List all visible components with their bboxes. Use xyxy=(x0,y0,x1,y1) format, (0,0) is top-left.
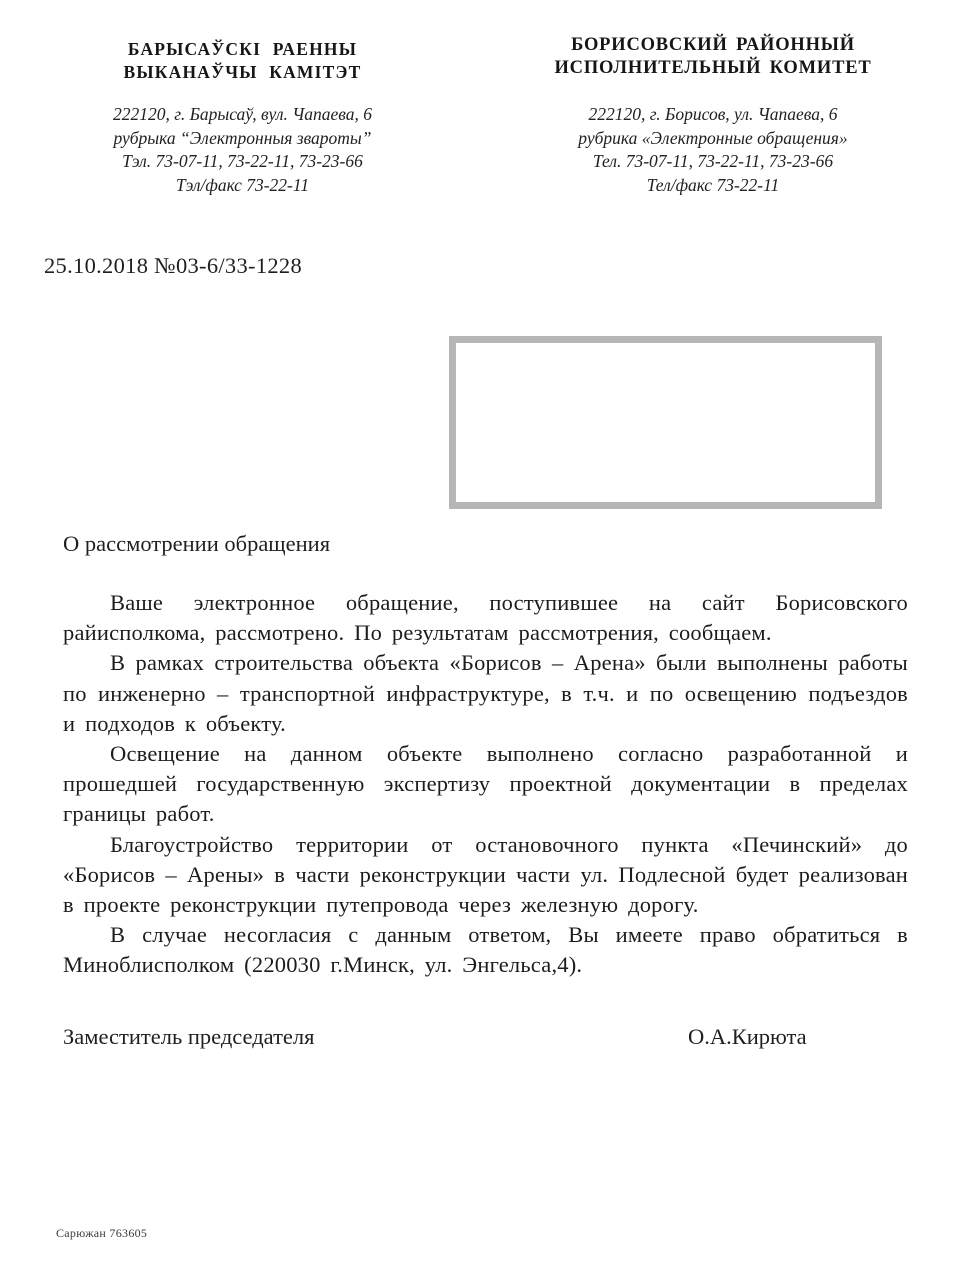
org-address-russian xyxy=(522,103,904,197)
executor-note: Сарюжан 763605 xyxy=(56,1226,148,1240)
org-fax-be: Тэл/факс 73-22-11 xyxy=(175,174,310,195)
body-paragraph-5: В случае несогласия с данным ответом, Вы имеете право обратиться в Миноблисполком (220030 г.Минск, ул. Энгельса,4). xyxy=(63,922,908,978)
body-paragraph-2: В рамках строительства объекта «Борисов – Арена» были выполнены работы по инженерно – транспортной инфраструктуре, в т.ч. и по освещению подъездов и подходов к объекту. xyxy=(63,650,908,736)
signer-position: Заместитель председателя xyxy=(63,1024,315,1049)
signer-name: О.А.Кирюта xyxy=(688,1024,807,1049)
subject-line: О рассмотрении обращения xyxy=(63,531,331,556)
org-fax-ru: Тел/факс 73-22-11 xyxy=(646,174,780,195)
letterhead-russian xyxy=(522,34,904,197)
org-address-belarusian xyxy=(60,103,425,197)
org-name-ru-line1: БОРИСОВСКИЙ РАЙОННЫЙ xyxy=(571,35,855,55)
date-reference-line: 25.10.2018 №03-6/33-1228 xyxy=(44,253,303,278)
recipient-stamp-box xyxy=(449,336,882,509)
letter-body xyxy=(63,588,908,981)
letterhead-belarusian xyxy=(60,38,425,197)
org-name-ru-line2: ИСПОЛНИТЕЛЬНЫЙ КОМИТЕТ xyxy=(554,57,872,78)
org-phone-ru: Тел. 73-07-11, 73-22-11, 73-23-66 xyxy=(592,151,834,171)
org-name-russian xyxy=(522,34,904,79)
org-address-be-line1: 222120, г. Барысаў, вул. Чапаева, 6 xyxy=(112,104,373,124)
org-address-ru-line1: 222120, г. Борисов, ул. Чапаева, 6 xyxy=(588,104,838,124)
org-name-be-line2: ВЫКАНАЎЧЫ КАМІТЭТ xyxy=(123,61,362,82)
body-paragraph-3: Освещение на данном объекте выполнено согласно разработанной и прошедшей государственную экспертизу проектной документации в пределах границы работ. xyxy=(63,741,908,827)
body-paragraph-4: Благоустройство территории от остановочного пункта «Печинский» до «Борисов – Арены» в части реконструкции части ул. Подлесной будет реализован в проекте реконструкции путепровода через железную дорогу. xyxy=(63,831,908,918)
body-paragraph-1: Ваше электронное обращение, поступившее на сайт Борисовского райисполкома, рассмотрено. По результатам рассмотрения, сообщаем. xyxy=(63,590,908,646)
org-phone-be: Тэл. 73-07-11, 73-22-11, 73-23-66 xyxy=(122,151,363,171)
org-name-belarusian xyxy=(60,38,425,83)
org-name-be-line1: БАРЫСАЎСКІ РАЕННЫ xyxy=(127,39,358,59)
org-address-ru-line2: рубрика «Электронные обращения» xyxy=(578,127,848,148)
org-address-be-line2: рубрыка “Электронныя звароты” xyxy=(113,127,372,148)
